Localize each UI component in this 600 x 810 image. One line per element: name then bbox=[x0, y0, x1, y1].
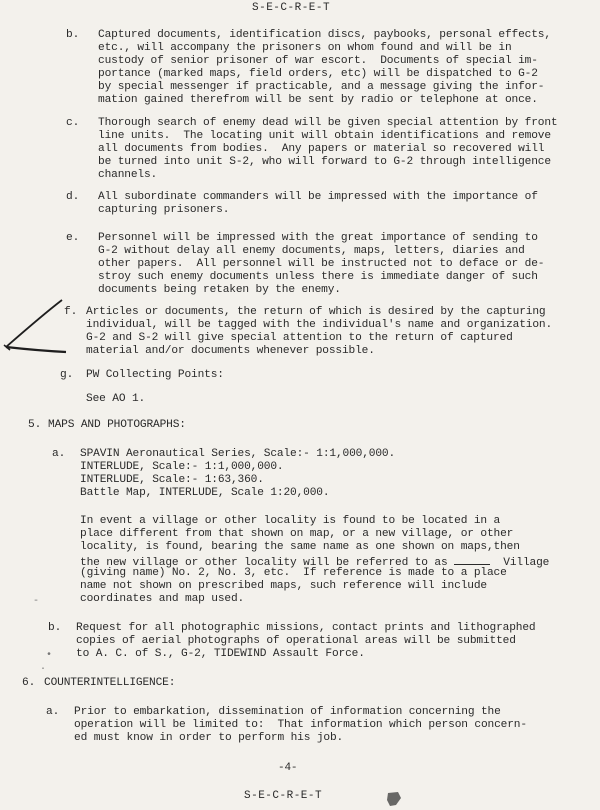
section-5-title: MAPS AND PHOTOGRAPHS: bbox=[48, 419, 186, 431]
item-b-line: Captured documents, identification discs, paybooks, personal effects, bbox=[98, 29, 551, 41]
section-5b-line: to A. C. of S., G-2, TIDEWIND Assault Force. bbox=[76, 648, 365, 660]
section-5a-para-text: the new village or other locality will be referred to as bbox=[80, 557, 448, 569]
section-6-title: COUNTERINTELLIGENCE: bbox=[44, 677, 176, 689]
blank-underline bbox=[454, 554, 490, 565]
map-series-line: INTERLUDE, Scale:- 1:1,000,000. bbox=[80, 461, 284, 473]
margin-mark: • bbox=[46, 650, 53, 661]
item-b-label: b. bbox=[66, 29, 80, 41]
section-5a-label: a. bbox=[52, 448, 66, 460]
section-5a-para-line: locality, is found, bearing the same name as one shown on maps,then bbox=[80, 541, 520, 553]
item-d-line: All subordinate commanders will be impressed with the importance of bbox=[98, 191, 538, 203]
section-5a-para-line: place different from that shown on map, or a new village, or other bbox=[80, 528, 514, 540]
item-c-line: all documents from bodies. Any papers or material so recovered will bbox=[98, 143, 545, 155]
item-b-line: custody of senior prisoner of war escort. Documents of special im- bbox=[98, 55, 538, 67]
item-g-label: g. bbox=[60, 369, 74, 381]
section-6a-line: Prior to embarkation, dissemination of information concerning the bbox=[74, 706, 501, 718]
section-5b-line: Request for all photographic missions, contact prints and lithographed bbox=[76, 622, 536, 634]
item-c-line: Thorough search of enemy dead will be given special attention by front bbox=[98, 117, 558, 129]
item-f-line: G-2 and S-2 will give special attention to the return of captured bbox=[86, 332, 513, 344]
item-e-line: Personnel will be impressed with the great importance of sending to bbox=[98, 232, 538, 244]
ink-smudge bbox=[384, 790, 404, 808]
item-f-label: f. bbox=[64, 306, 78, 318]
security-header: S-E-C-R-E-T bbox=[252, 2, 331, 14]
item-d-line: capturing prisoners. bbox=[98, 204, 230, 216]
item-e-label: e. bbox=[66, 232, 80, 244]
item-e-line: other papers. All personnel will be instructed not to deface or de- bbox=[98, 258, 545, 270]
item-g-reference: See AO 1. bbox=[86, 393, 146, 405]
item-b-line: mation gained therefrom will be sent by radio or telephone at once. bbox=[98, 94, 538, 106]
security-footer: S-E-C-R-E-T bbox=[244, 790, 323, 802]
item-e-line: G-2 without delay all enemy documents, maps, letters, diaries and bbox=[98, 245, 525, 257]
section-5b-label: b. bbox=[48, 622, 62, 634]
map-series-line: SPAVIN Aeronautical Series, Scale:- 1:1,000,000. bbox=[80, 448, 396, 460]
map-series-line: INTERLUDE, Scale:- 1:63,360. bbox=[80, 474, 264, 486]
section-5a-village-word: Village bbox=[503, 557, 550, 569]
section-6a-line: ed must know in order to perform his job. bbox=[74, 732, 344, 744]
section-5a-para-line: coordinates and map used. bbox=[80, 593, 245, 605]
page-number: -4- bbox=[278, 762, 298, 774]
section-5a-para-line: name not shown on prescribed maps, such reference will include bbox=[80, 580, 487, 592]
item-e-line: documents being retaken by the enemy. bbox=[98, 284, 341, 296]
item-b-line: portance (marked maps, field orders, etc) will be dispatched to G-2 bbox=[98, 68, 538, 80]
item-c-label: c. bbox=[66, 117, 80, 129]
item-f-line: individual, will be tagged with the individual's name and organization. bbox=[86, 319, 553, 331]
item-c-line: be turned into unit S-2, who will forward to G-2 through intelligence bbox=[98, 156, 551, 168]
margin-mark: · bbox=[40, 664, 47, 675]
section-5-number: 5. bbox=[28, 419, 42, 431]
margin-mark: - bbox=[33, 596, 40, 607]
section-6a-line: operation will be limited to: That information which person concern- bbox=[74, 719, 527, 731]
item-c-line: line units. The locating unit will obtain identifications and remove bbox=[98, 130, 551, 142]
section-6a-label: a. bbox=[46, 706, 60, 718]
item-g-title: PW Collecting Points: bbox=[86, 369, 224, 381]
map-series-line: Battle Map, INTERLUDE, Scale 1:20,000. bbox=[80, 487, 330, 499]
item-c-line: channels. bbox=[98, 169, 158, 181]
section-5a-para-line: In event a village or other locality is found to be located in a bbox=[80, 515, 501, 527]
section-6-number: 6. bbox=[22, 677, 36, 689]
item-d-label: d. bbox=[66, 191, 80, 203]
section-5a-para-line: (giving name) No. 2, No. 3, etc. If reference is made to a place bbox=[80, 567, 507, 579]
item-b-line: etc., will accompany the prisoners on whom found and will be in bbox=[98, 42, 512, 54]
item-b-line: by special messenger if practicable, and a message giving the infor- bbox=[98, 81, 545, 93]
section-5b-line: copies of aerial photographs of operational areas will be submitted bbox=[76, 635, 516, 647]
item-e-line: stroy such enemy documents unless there is immediate danger of such bbox=[98, 271, 538, 283]
item-f-line: material and/or documents whenever possible. bbox=[86, 345, 375, 357]
item-f-line: Articles or documents, the return of which is desired by the capturing bbox=[86, 306, 546, 318]
handwritten-arrow-mark bbox=[0, 295, 70, 360]
